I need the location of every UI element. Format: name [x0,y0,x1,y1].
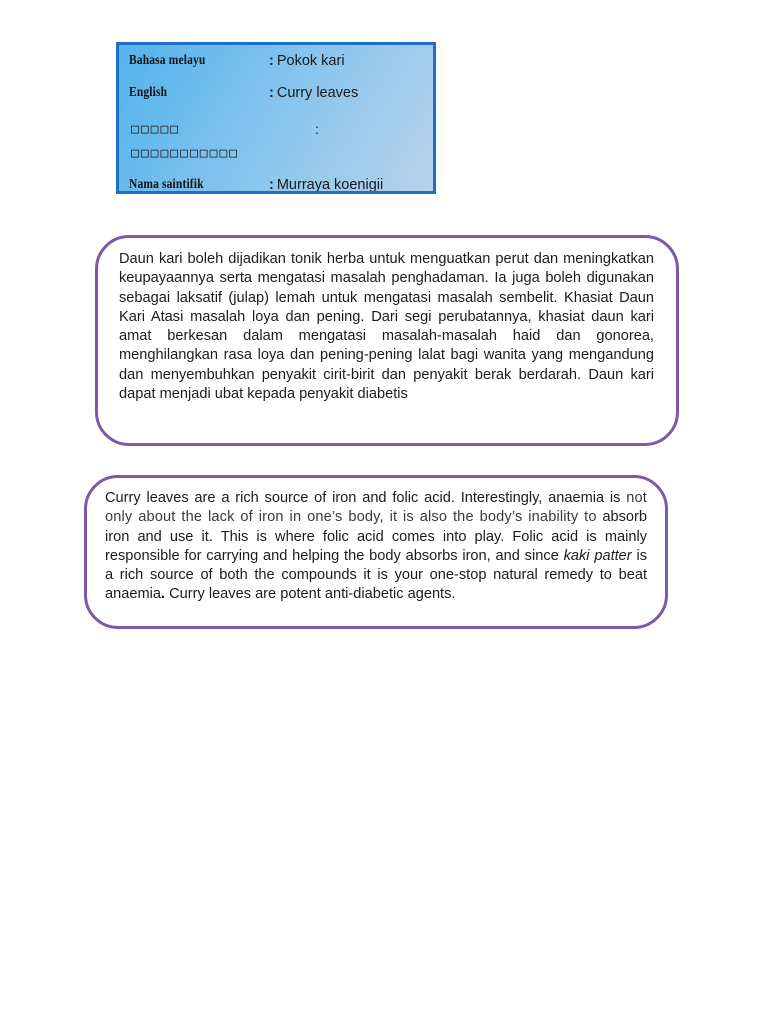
english-text-part1: Curry leaves are a rich source of iron and folic acid. Interestingly, anaemia is [105,490,627,506]
english-text-part3: absorb iron and use it. This is where folic acid comes into play. Folic acid is mainly responsible for carrying and helping the body absorbs iron, and since [105,509,647,564]
english-name-label: English [129,85,168,100]
missing-glyph-label-line2: □□□□□□□□□□□ [131,146,240,161]
missing-glyph-colon: : [315,121,319,137]
english-text-period: . [160,586,166,603]
english-text-part2: not only about the lack of iron in one’s body, it is also the body’s inability to [105,490,647,526]
missing-glyph-label-line1: □□□□□ [131,122,181,137]
scientific-name-value [269,176,383,194]
english-text-part4: is a rich source of both the compounds it is your one-stop natural remedy to beat anaemia [105,547,648,603]
english-name-value [269,84,358,102]
scientific-name-text: Murraya koenigii [276,177,384,193]
malay-description-box [95,235,679,446]
english-description-text [105,489,647,605]
colon: : [269,177,274,193]
malay-description-text: Daun kari boleh dijadikan tonik herba untuk menguatkan perut dan meningkatkan keupayaannya serta mengatasi masalah penghadaman. Ia juga boleh digunakan sebagai laksatif (julap) lemah untuk mengatasi masalah sembelit. Khasiat Daun Kari Atasi masalah loya dan pening. Dari segi perubatannya, khasiat daun kari amat berkesan dalam mengatasi masalah-masalah haid dan gonorea, menghilangkan rasa loya dan pening-pening lalat bagi wanita yang mengandung dan menyembuhkan penyakit cirit-birit dan penyakit berak berdarah. Daun kari dapat menjadi ubat kepada penyakit diabetis [119,251,654,403]
english-description-box [84,475,668,629]
scientific-name-label: Nama saintifik [129,177,204,192]
plant-name-table [116,42,436,194]
plant-local-name: kaki patter [563,547,632,564]
colon: : [269,85,274,101]
english-text-part5: Curry leaves are potent anti-diabetic agents. [165,586,456,603]
malay-name-value [269,52,345,70]
colon: : [269,53,274,69]
malay-name-label: Bahasa melayu [129,53,206,68]
english-name-text: Curry leaves [276,85,359,101]
malay-name-text: Pokok kari [276,53,345,69]
